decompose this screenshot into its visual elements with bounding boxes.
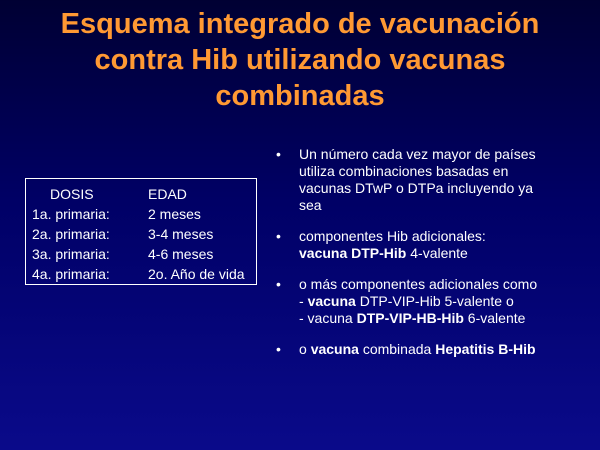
slide-title <box>10 6 590 114</box>
bold-text: vacuna <box>310 341 359 357</box>
bullet-text-rest: 6-valente <box>463 310 526 326</box>
bullet-text-rest: DTP-VIP-Hib 5-valente o <box>355 293 514 309</box>
bullet-text-mid: combinada <box>358 341 436 357</box>
bullet-text: Un número cada vez mayor de países <box>299 146 536 162</box>
bullet-text-rest: 4-valente <box>406 245 468 261</box>
bullet-text-pre: o <box>299 341 311 357</box>
bullet-text: utiliza combinaciones basadas en <box>299 163 509 179</box>
bullet-text <box>299 310 592 327</box>
edad-header: EDAD <box>148 186 187 202</box>
dosis-cell: 2a. primaria: <box>32 226 110 242</box>
bold-text: vacuna DTP-Hib <box>299 245 407 261</box>
bullet-list <box>272 146 592 372</box>
dosage-schedule-table <box>25 178 257 285</box>
bullet-dot: • <box>276 276 281 292</box>
dosis-cell: 1a. primaria: <box>32 206 110 222</box>
dosis-cell: 4a. primaria: <box>32 266 110 282</box>
bullet-text: vacunas DTwP o DTPa incluyendo ya <box>299 180 533 196</box>
edad-column <box>148 184 258 284</box>
bullet-text-pre: - <box>299 293 308 309</box>
bullet-text: o más componentes adicionales como <box>299 276 538 292</box>
bullet-text <box>299 245 592 262</box>
bullet-text: componentes Hib adicionales: <box>299 228 486 244</box>
bullet-item-3 <box>272 276 592 327</box>
bullet-text: sea <box>299 197 322 213</box>
bullet-dot: • <box>276 228 281 244</box>
bold-text: DTP-VIP-HB-Hib <box>356 310 464 326</box>
bullet-item-1 <box>272 146 592 214</box>
title-line-3: combinadas <box>215 80 385 112</box>
title-line-2: contra Hib utilizando vacunas <box>94 44 506 76</box>
edad-cell: 2o. Año de vida <box>148 266 245 282</box>
title-line-1: Esquema integrado de vacunación <box>60 8 540 40</box>
bullet-dot: • <box>276 341 281 357</box>
bold-text: vacuna <box>307 293 356 309</box>
edad-cell: 3-4 meses <box>148 226 214 242</box>
edad-cell: 4-6 meses <box>148 246 214 262</box>
bullet-item-2 <box>272 228 592 262</box>
edad-cell: 2 meses <box>148 206 201 222</box>
dosis-header: DOSIS <box>50 186 94 202</box>
dosis-column <box>32 184 132 284</box>
bullet-dot: • <box>276 146 281 162</box>
bullet-item-4 <box>272 341 592 358</box>
dosis-cell: 3a. primaria: <box>32 246 110 262</box>
bold-text: Hepatitis B-Hib <box>435 341 536 357</box>
bullet-text-pre: - vacuna <box>299 310 357 326</box>
bullet-text <box>299 341 592 358</box>
bullet-text <box>299 293 592 310</box>
